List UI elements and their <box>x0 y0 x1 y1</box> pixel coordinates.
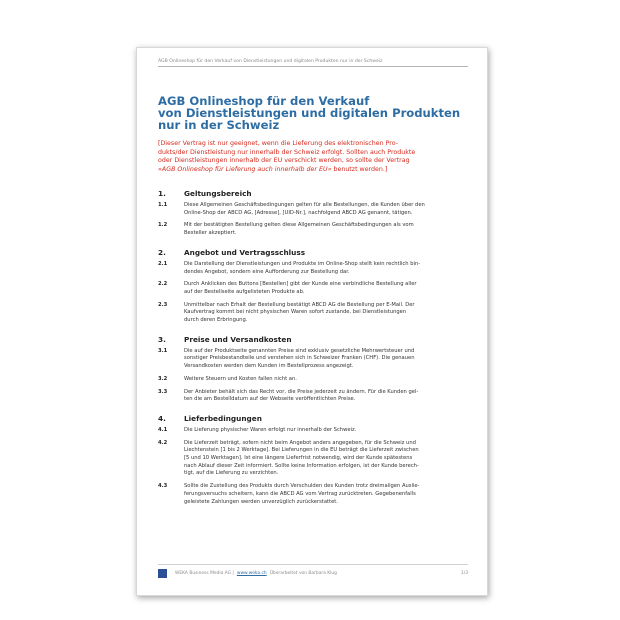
clause-line: auf der Bestellseite aufgelisteten Produkte ab. <box>184 288 305 295</box>
clause-text <box>184 261 463 276</box>
clause-text <box>184 348 463 371</box>
clause <box>158 440 463 479</box>
section-heading <box>158 248 463 258</box>
clause <box>158 389 463 404</box>
clause <box>158 261 463 276</box>
clause-line: Die Lieferzeit beträgt, sofern nicht beim Angebot anders angegeben, für die Schweiz und <box>184 439 416 446</box>
terms-content <box>158 189 463 506</box>
clause-number: 3.2 <box>158 375 168 382</box>
section-title: Lieferbedingungen <box>184 413 262 423</box>
document-page <box>136 47 488 596</box>
clause-text <box>184 440 463 479</box>
clause-line: Online-Shop der ABCD AG, [Adresse], [UID-Nr.], nachfolgend ABCD AG genannt, tätigen. <box>184 209 413 216</box>
clause-number: 4.1 <box>158 426 168 433</box>
clause-text <box>184 222 463 237</box>
clause-number: 3.1 <box>158 347 168 354</box>
clause-line: tigt, auf die Lieferung zu verzichten. <box>184 470 279 477</box>
clause-line: ten die am Bestelldatum auf der Webseite veröffentlichten Preise. <box>184 396 356 403</box>
clause <box>158 302 463 325</box>
section-title: Preise und Versandkosten <box>184 334 292 344</box>
page-number: 1/3 <box>460 570 468 576</box>
clause-line: Unmittelbar nach Erhalt der Bestellung bestätigt ABCD AG die Bestellung per E-Mail. Der <box>184 301 415 308</box>
clause-line: dendes Angebot, sondern eine Aufforderung zur Bestellung dar. <box>184 268 350 275</box>
footer-author: Überarbeitet von Barbara Klug <box>269 570 337 576</box>
section-number: 4. <box>158 413 166 423</box>
clause-line: Weitere Steuern und Kosten fallen nicht an. <box>184 375 297 382</box>
clause-line: geleistete Zahlungen werden unverzüglich zurückerstattet. <box>184 498 338 505</box>
clause-line: Kaufvertrag kommt bei nicht physischen Waren sofort zustande, bei Dienstleistungen <box>184 309 407 316</box>
title-line: AGB Onlineshop für den Verkauf <box>158 94 370 108</box>
running-header: AGB Onlineshop für den Verkauf von Dienstleistungen und digitalen Produkten nur in der Schweiz <box>158 59 468 67</box>
usage-notice <box>158 140 463 175</box>
clause-text <box>184 427 463 435</box>
notice-line: [Dieser Vertrag ist nur geeignet, wenn die Lieferung des elektronischen Pro- <box>158 140 398 147</box>
section-title: Geltungsbereich <box>184 189 252 198</box>
clause-text <box>184 202 463 217</box>
clause-line: Sollte die Zustellung des Produkts durch Verschulden des Kunden trotz dreimaligen Auslie- <box>184 483 420 490</box>
footer-website-link[interactable]: www.weka.ch <box>236 570 267 576</box>
clause-number: 4.3 <box>158 483 168 490</box>
section-number: 2. <box>158 247 166 257</box>
clause-number: 1.1 <box>158 202 168 208</box>
clause-line: Der Anbieter behält sich das Recht vor, die Preise jederzeit zu ändern. Für die Kunden gel- <box>184 388 419 395</box>
clause-text <box>184 483 463 506</box>
section-title: Angebot und Vertragsschluss <box>184 247 306 257</box>
clause <box>158 202 463 217</box>
section-heading <box>158 335 463 345</box>
notice-line-end: benutzt werden.] <box>331 166 388 174</box>
notice-line: dukts/der Dienstleistung nur innerhalb der Schweiz erfolgt. Sollten auch Produkte <box>158 148 416 156</box>
clause-number: 2.2 <box>158 281 168 288</box>
clause-number: 2.3 <box>158 301 168 308</box>
notice-contract-reference: «AGB Onlineshop für Lieferung auch innerhalb der EU» <box>158 166 332 174</box>
clause-text <box>184 376 463 384</box>
clause <box>158 348 463 371</box>
clause <box>158 427 463 435</box>
weka-logo-icon <box>158 569 167 578</box>
clause-number: 3.3 <box>158 388 168 395</box>
clause-line: Diese Allgemeinen Geschäftsbedingungen gelten für alle Bestellungen, die Kunden über den <box>184 202 425 208</box>
clause-number: 4.2 <box>158 439 168 446</box>
page-footer <box>158 564 468 579</box>
document-title <box>158 95 468 131</box>
clause-line: Die Lieferung physischer Waren erfolgt nur innerhalb der Schweiz. <box>184 426 357 433</box>
clause-line: Mit der bestätigten Bestellung gelten diese Allgemeinen Geschäftsbedingungen als vom <box>184 222 414 229</box>
clause-line: Versandkosten werden dem Kunden im Bestellprozess angezeigt. <box>184 363 354 370</box>
title-line: nur in der Schweiz <box>158 118 280 132</box>
title-line: von Dienstleistungen und digitalen Produkten <box>158 106 461 120</box>
clause-line: durch deren Erbringung. <box>184 317 248 324</box>
clause-line: Die auf der Produktseite genannten Preise sind exklusiv gesetzliche Mehrwertsteuer und <box>184 347 415 354</box>
clause-line: nach Ablauf dieser Zeit informiert. Sollte keine Information erfolgen, ist der Kunde berech- <box>184 462 419 469</box>
footer-publisher: WEKA Business Media AG | <box>175 570 234 576</box>
clause-text <box>184 302 463 325</box>
clause-line: ferungsversuchs scheitern, kann die ABCD AG vom Vertrag zurücktreten. Gegebenenfalls <box>184 490 416 497</box>
clause-line: Liechtenstein [1 bis 2 Werktage]. Bei Lieferungen in die EU beträgt die Lieferzeit zwischen <box>184 447 419 454</box>
clause-text <box>184 281 463 296</box>
clause-number: 2.1 <box>158 260 168 267</box>
clause-text <box>184 389 463 404</box>
section-heading <box>158 414 463 424</box>
clause <box>158 222 463 237</box>
clause-line: Die Darstellung der Dienstleistungen und Produkte im Online-Shop stellt kein rechtlich bin- <box>184 260 421 267</box>
clause <box>158 483 463 506</box>
clause-line: sonstiger Preisbestandteile und verstehen sich in Schweizer Franken (CHF). Die genauen <box>184 355 415 362</box>
section-number: 1. <box>158 189 166 198</box>
notice-line: oder Dienstleistungen innerhalb der EU verschickt werden, so sollte der Vertrag <box>158 157 410 165</box>
clause <box>158 376 463 384</box>
clause-line: Durch Anklicken des Buttons [Bestellen] gibt der Kunde eine verbindliche Bestellung aller <box>184 281 417 288</box>
section-number: 3. <box>158 334 166 344</box>
clause-line: [5 und 10 Werktagen]. Ist eine längere Lieferfrist notwendig, wird der Kunde spätestens <box>184 455 413 462</box>
clause <box>158 281 463 296</box>
section-heading <box>158 189 463 199</box>
clause-line: Besteller akzeptiert. <box>184 230 237 237</box>
clause-number: 1.2 <box>158 222 168 229</box>
